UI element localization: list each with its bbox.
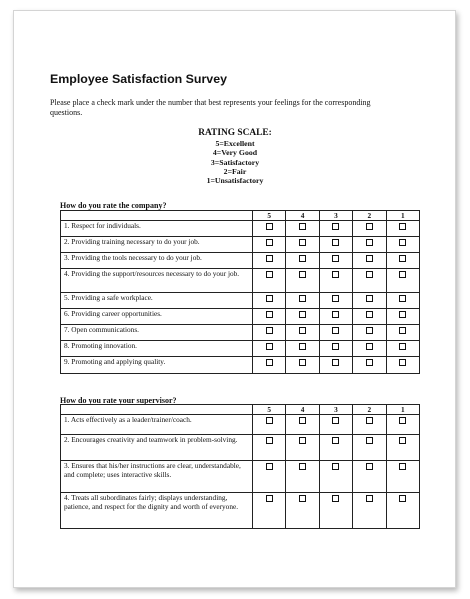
rating-cell: [319, 293, 352, 309]
rating-cell: [253, 237, 286, 253]
checkbox[interactable]: [332, 295, 339, 302]
rating-cell: [286, 221, 319, 237]
rating-cell: [319, 341, 352, 357]
checkbox[interactable]: [399, 327, 406, 334]
checkbox[interactable]: [366, 239, 373, 246]
checkbox[interactable]: [266, 255, 273, 262]
rating-cell: [386, 309, 419, 325]
rating-cell: [319, 415, 352, 435]
checkbox[interactable]: [399, 271, 406, 278]
checkbox[interactable]: [399, 359, 406, 366]
checkbox[interactable]: [332, 495, 339, 502]
table-row: [61, 237, 420, 253]
rating-cell: [386, 341, 419, 357]
rating-column-header: 4: [286, 211, 319, 221]
survey-instructions: Please place a check mark under the number that best represents your feelings for the corresponding questions.: [50, 98, 371, 117]
rating-column-header: 2: [353, 405, 386, 415]
checkbox[interactable]: [332, 271, 339, 278]
checkbox[interactable]: [266, 343, 273, 350]
question-text: 5. Providing a safe workplace.: [61, 293, 253, 309]
checkbox[interactable]: [332, 327, 339, 334]
rating-cell: [253, 293, 286, 309]
checkbox[interactable]: [266, 295, 273, 302]
checkbox[interactable]: [366, 327, 373, 334]
rating-column-header: 3: [319, 405, 352, 415]
rating-cell: [353, 293, 386, 309]
company-rating-table: [60, 210, 420, 374]
rating-column-header: 4: [286, 405, 319, 415]
table-row: [61, 461, 420, 493]
rating-cell: [353, 493, 386, 529]
checkbox[interactable]: [366, 295, 373, 302]
question-text: 2. Encourages creativity and teamwork in problem-solving.: [61, 435, 253, 461]
rating-cell: [286, 341, 319, 357]
question-text: 4. Treats all subordinates fairly; displays understanding, patience, and respect for the dignity and worth of everyone.: [61, 493, 253, 529]
rating-scale-line: 5=Excellent: [215, 139, 255, 148]
rating-cell: [319, 237, 352, 253]
rating-cell: [353, 309, 386, 325]
table-row: [61, 357, 420, 374]
rating-cell: [319, 269, 352, 293]
rating-cell: [253, 435, 286, 461]
checkbox[interactable]: [299, 359, 306, 366]
checkbox[interactable]: [332, 437, 339, 444]
checkbox[interactable]: [366, 359, 373, 366]
supervisor-section-heading: How do you rate your supervisor?: [60, 396, 177, 405]
checkbox[interactable]: [266, 463, 273, 470]
rating-cell: [386, 357, 419, 374]
checkbox[interactable]: [366, 255, 373, 262]
rating-cell: [319, 325, 352, 341]
checkbox[interactable]: [266, 223, 273, 230]
rating-cell: [386, 435, 419, 461]
rating-column-header: 1: [386, 211, 419, 221]
question-text: 4. Providing the support/resources necessary to do your job.: [61, 269, 253, 293]
question-column-header: [61, 405, 253, 415]
table-header-row: [61, 211, 420, 221]
question-text: 1. Acts effectively as a leader/trainer/coach.: [61, 415, 253, 435]
rating-column-header: 5: [253, 211, 286, 221]
rating-cell: [386, 269, 419, 293]
rating-cell: [353, 341, 386, 357]
rating-cell: [319, 357, 352, 374]
checkbox[interactable]: [399, 343, 406, 350]
question-text: 3. Ensures that his/her instructions are clear, understandable, and complete; uses interactive skills.: [61, 461, 253, 493]
rating-scale-line: 1=Unsatisfactory: [206, 176, 264, 186]
rating-cell: [253, 309, 286, 325]
rating-cell: [253, 357, 286, 374]
rating-cell: [253, 253, 286, 269]
checkbox[interactable]: [332, 255, 339, 262]
survey-title: Employee Satisfaction Survey: [50, 72, 227, 86]
checkbox[interactable]: [299, 327, 306, 334]
table-row: [61, 341, 420, 357]
checkbox[interactable]: [399, 239, 406, 246]
rating-cell: [286, 461, 319, 493]
checkbox[interactable]: [332, 311, 339, 318]
rating-column-header: 1: [386, 405, 419, 415]
rating-cell: [353, 269, 386, 293]
checkbox[interactable]: [299, 223, 306, 230]
rating-cell: [286, 493, 319, 529]
checkbox[interactable]: [266, 417, 273, 424]
checkbox[interactable]: [366, 311, 373, 318]
checkbox[interactable]: [366, 437, 373, 444]
rating-cell: [253, 461, 286, 493]
checkbox[interactable]: [366, 343, 373, 350]
rating-cell: [386, 253, 419, 269]
question-text: 7. Open communications.: [61, 325, 253, 341]
question-text: 9. Promoting and applying quality.: [61, 357, 253, 374]
question-text: 3. Providing the tools necessary to do your job.: [61, 253, 253, 269]
rating-column-header: 2: [353, 211, 386, 221]
rating-scale-line: 3=Satisfactory: [210, 157, 260, 167]
rating-cell: [353, 415, 386, 435]
checkbox[interactable]: [332, 417, 339, 424]
checkbox[interactable]: [299, 295, 306, 302]
rating-cell: [319, 309, 352, 325]
checkbox[interactable]: [399, 223, 406, 230]
checkbox[interactable]: [266, 271, 273, 278]
rating-cell: [319, 461, 352, 493]
table-row: [61, 253, 420, 269]
rating-scale-heading: RATING SCALE:: [198, 128, 272, 138]
rating-cell: [353, 461, 386, 493]
question-text: 1. Respect for individuals.: [61, 221, 253, 237]
checkbox[interactable]: [366, 271, 373, 278]
question-column-header: [61, 211, 253, 221]
rating-cell: [386, 293, 419, 309]
table-row: [61, 325, 420, 341]
checkbox[interactable]: [299, 495, 306, 502]
checkbox[interactable]: [266, 495, 273, 502]
checkbox[interactable]: [399, 437, 406, 444]
table-row: [61, 269, 420, 293]
rating-cell: [353, 325, 386, 341]
rating-scale-line: 4=Very Good: [212, 148, 258, 158]
rating-scale-line: 2=Fair: [223, 166, 247, 176]
rating-cell: [353, 253, 386, 269]
rating-cell: [286, 325, 319, 341]
checkbox[interactable]: [399, 255, 406, 262]
rating-cell: [386, 237, 419, 253]
checkbox[interactable]: [399, 495, 406, 502]
checkbox[interactable]: [299, 271, 306, 278]
checkbox[interactable]: [366, 495, 373, 502]
checkbox[interactable]: [332, 343, 339, 350]
rating-cell: [253, 415, 286, 435]
rating-cell: [386, 493, 419, 529]
question-text: 2. Providing training necessary to do your job.: [61, 237, 253, 253]
checkbox[interactable]: [332, 359, 339, 366]
rating-cell: [286, 415, 319, 435]
rating-cell: [319, 435, 352, 461]
rating-cell: [286, 357, 319, 374]
checkbox[interactable]: [366, 417, 373, 424]
checkbox[interactable]: [299, 311, 306, 318]
table-row: [61, 493, 420, 529]
checkbox[interactable]: [332, 239, 339, 246]
checkbox[interactable]: [366, 223, 373, 230]
checkbox[interactable]: [266, 239, 273, 246]
rating-cell: [286, 293, 319, 309]
rating-cell: [319, 493, 352, 529]
checkbox[interactable]: [399, 463, 406, 470]
rating-cell: [253, 341, 286, 357]
rating-cell: [253, 493, 286, 529]
rating-cell: [386, 325, 419, 341]
rating-scale: [0, 128, 470, 185]
checkbox[interactable]: [332, 463, 339, 470]
checkbox[interactable]: [366, 463, 373, 470]
rating-cell: [319, 253, 352, 269]
table-row: [61, 293, 420, 309]
rating-cell: [253, 325, 286, 341]
rating-cell: [253, 269, 286, 293]
checkbox[interactable]: [266, 311, 273, 318]
rating-cell: [253, 221, 286, 237]
rating-cell: [386, 461, 419, 493]
supervisor-rating-table: [60, 404, 420, 529]
rating-cell: [286, 435, 319, 461]
checkbox[interactable]: [399, 295, 406, 302]
table-row: [61, 415, 420, 435]
rating-cell: [353, 435, 386, 461]
rating-cell: [386, 415, 419, 435]
question-text: 6. Providing career opportunities.: [61, 309, 253, 325]
checkbox[interactable]: [299, 239, 306, 246]
rating-cell: [353, 221, 386, 237]
rating-column-header: 5: [253, 405, 286, 415]
checkbox[interactable]: [399, 417, 406, 424]
checkbox[interactable]: [299, 417, 306, 424]
rating-cell: [286, 269, 319, 293]
question-text: 8. Promoting innovation.: [61, 341, 253, 357]
table-header-row: [61, 405, 420, 415]
rating-column-header: 3: [319, 211, 352, 221]
checkbox[interactable]: [266, 359, 273, 366]
rating-cell: [353, 357, 386, 374]
checkbox[interactable]: [399, 311, 406, 318]
table-row: [61, 309, 420, 325]
table-row: [61, 435, 420, 461]
checkbox[interactable]: [299, 437, 306, 444]
checkbox[interactable]: [299, 463, 306, 470]
checkbox[interactable]: [266, 437, 273, 444]
rating-cell: [353, 237, 386, 253]
rating-cell: [386, 221, 419, 237]
company-section-heading: How do you rate the company?: [60, 201, 167, 210]
rating-cell: [286, 237, 319, 253]
rating-cell: [286, 253, 319, 269]
rating-cell: [319, 221, 352, 237]
checkbox[interactable]: [299, 343, 306, 350]
checkbox[interactable]: [266, 327, 273, 334]
rating-cell: [286, 309, 319, 325]
checkbox[interactable]: [332, 223, 339, 230]
checkbox[interactable]: [299, 255, 306, 262]
table-row: [61, 221, 420, 237]
